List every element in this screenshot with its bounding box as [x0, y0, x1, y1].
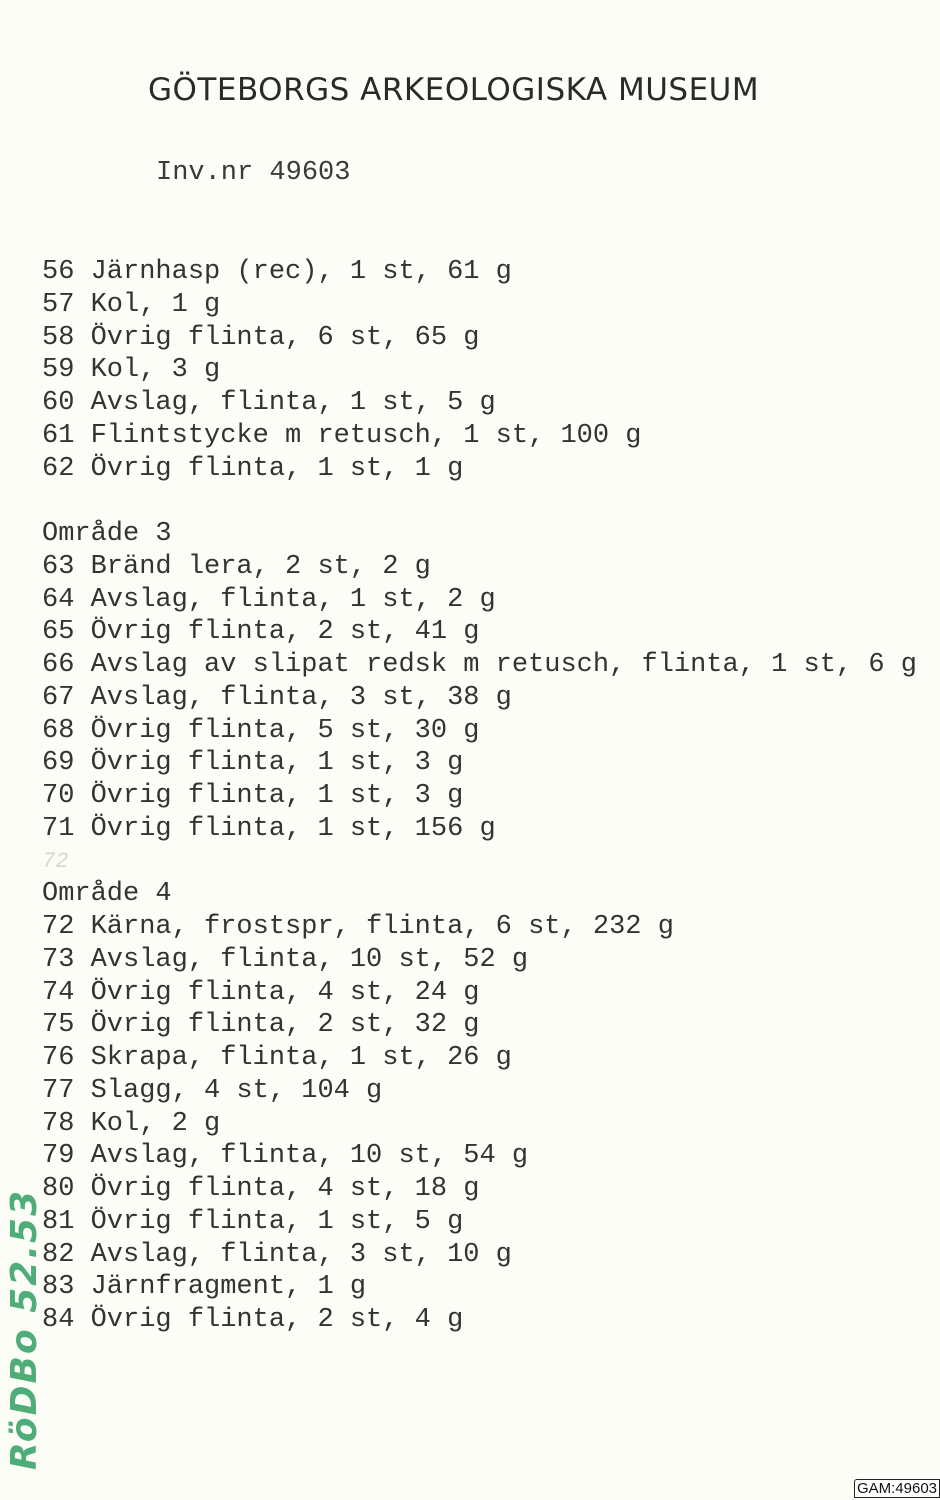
catalog-entry: 69 Övrig flinta, 1 st, 3 g	[42, 748, 464, 779]
catalog-entry: 66 Avslag av slipat redsk m retusch, flinta, 1 st, 6 g	[42, 650, 917, 680]
catalog-entry: 65 Övrig flinta, 2 st, 41 g	[42, 617, 480, 648]
catalog-entry: 84 Övrig flinta, 2 st, 4 g	[42, 1305, 464, 1335]
catalog-entry: 57 Kol, 1 g	[42, 289, 221, 320]
handwritten-note: RöDBo 52.53	[4, 1188, 45, 1470]
archive-label: GAM:49603	[854, 1479, 940, 1498]
catalog-entry: 58 Övrig flinta, 6 st, 65 g	[42, 322, 480, 353]
catalog-entry: 71 Övrig flinta, 1 st, 156 g	[42, 813, 496, 844]
catalog-entry: 75 Övrig flinta, 2 st, 32 g	[42, 1010, 480, 1041]
catalog-entry: 68 Övrig flinta, 5 st, 30 g	[42, 715, 480, 746]
catalog-entry: 62 Övrig flinta, 1 st, 1 g	[42, 453, 464, 484]
catalog-entry: 77 Slagg, 4 st, 104 g	[42, 1075, 383, 1106]
section-heading: Område 3	[42, 519, 172, 549]
catalog-entry: 60 Avslag, flinta, 1 st, 5 g	[42, 388, 496, 418]
catalog-entry: 63 Bränd lera, 2 st, 2 g	[42, 551, 431, 582]
catalog-entry: 67 Avslag, flinta, 3 st, 38 g	[42, 682, 512, 713]
catalog-entry: 79 Avslag, flinta, 10 st, 54 g	[42, 1141, 529, 1172]
inventory-number: Inv.nr 49603	[156, 158, 351, 188]
catalog-entry: 82 Avslag, flinta, 3 st, 10 g	[42, 1239, 512, 1270]
catalog-entry: 59 Kol, 3 g	[42, 355, 221, 386]
catalog-entry: 72 Kärna, frostspr, flinta, 6 st, 232 g	[42, 912, 674, 942]
section-heading: Område 4	[42, 879, 172, 910]
catalog-entry: 64 Avslag, flinta, 1 st, 2 g	[42, 584, 496, 615]
catalog-entry: 76 Skrapa, flinta, 1 st, 26 g	[42, 1043, 512, 1073]
catalog-entry: 83 Järnfragment, 1 g	[42, 1272, 367, 1303]
catalog-entry: 78 Kol, 2 g	[42, 1108, 221, 1139]
museum-title: GÖTEBORGS ARKEOLOGISKA MUSEUM	[148, 72, 760, 108]
blank-line	[42, 485, 917, 518]
catalog-entry: 81 Övrig flinta, 1 st, 5 g	[42, 1206, 464, 1237]
catalog-entry: 72	[42, 848, 69, 874]
catalog-list	[42, 256, 917, 1337]
catalog-entry: 73 Avslag, flinta, 10 st, 52 g	[42, 944, 529, 975]
catalog-entry: 74 Övrig flinta, 4 st, 24 g	[42, 977, 480, 1008]
catalog-entry: 56 Järnhasp (rec), 1 st, 61 g	[42, 257, 512, 287]
catalog-entry: 61 Flintstycke m retusch, 1 st, 100 g	[42, 420, 642, 451]
catalog-entry: 70 Övrig flinta, 1 st, 3 g	[42, 781, 464, 811]
catalog-entry: 80 Övrig flinta, 4 st, 18 g	[42, 1174, 480, 1204]
